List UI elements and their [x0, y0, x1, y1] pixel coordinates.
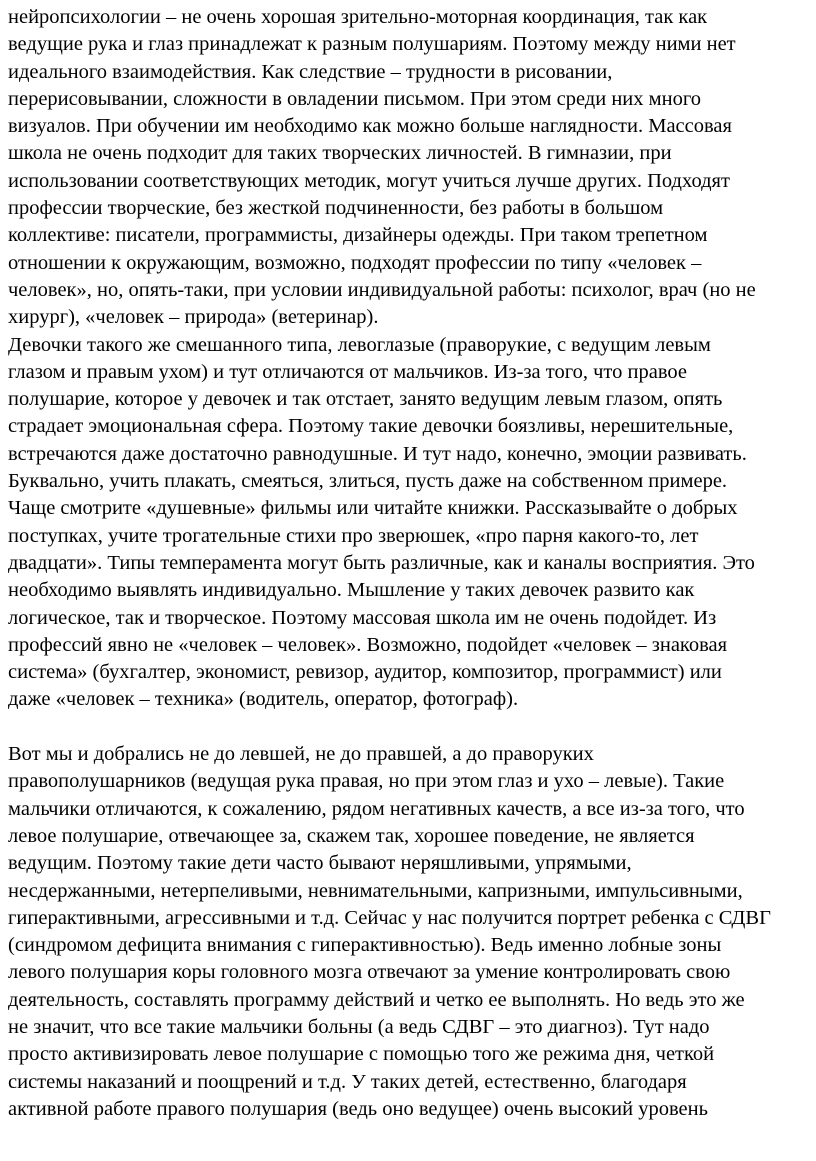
text-line: ведущим. Поэтому такие дети часто бывают неряшливыми, упрямыми,	[8, 852, 632, 875]
text-line: полушарие, которое у девочек и так отстает, занято ведущим левым глазом, опять	[8, 388, 723, 411]
text-line: страдает эмоциональная сфера. Поэтому такие девочки боязливы, нерешительные,	[8, 415, 734, 438]
text-line: ведущие рука и глаз принадлежат к разным полушариям. Поэтому между ними нет	[8, 33, 736, 56]
text-line: профессии творческие, без жесткой подчиненности, без работы в большом	[8, 197, 664, 220]
text-line: левое полушарие, отвечающее за, скажем так, хорошее поведение, не является	[8, 824, 695, 847]
paragraph-3	[8, 741, 808, 1123]
text-line: мальчики отличаются, к сожалению, рядом негативных качеств, а все из-за того, что	[8, 797, 745, 820]
paragraph-2	[8, 332, 808, 714]
text-line: перерисовывании, сложности в овладении письмом. При этом среди них много	[8, 87, 701, 110]
text-line: необходимо выявлять индивидуально. Мышление у таких девочек развито как	[8, 579, 695, 602]
text-line: активной работе правого полушария (ведь оно ведущее) очень высокий уровень	[8, 1097, 708, 1120]
text-line: Вот мы и добрались не до левшей, не до правшей, а до праворуких	[8, 743, 594, 766]
text-line: даже «человек – техника» (водитель, оператор, фотограф).	[8, 688, 519, 711]
text-line: (синдромом дефицита внимания с гиперактивностью). Ведь именно лобные зоны	[8, 934, 722, 957]
text-line: деятельность, составлять программу действий и четко ее выполнять. Но ведь это же	[8, 988, 745, 1011]
text-line: несдержанными, нетерпеливыми, невнимательными, капризными, импульсивными,	[8, 879, 743, 902]
text-line: встречаются даже достаточно равнодушные. И тут надо, конечно, эмоции развивать.	[8, 442, 747, 465]
text-line: использовании соответствующих методик, могут учиться лучше других. Подходят	[8, 169, 730, 192]
text-line: Чаще смотрите «душевные» фильмы или читайте книжки. Рассказывайте о добрых	[8, 497, 738, 520]
text-line: Буквально, учить плакать, смеяться, злиться, пусть даже на собственном примере.	[8, 470, 728, 493]
text-line: двадцати». Типы темперамента могут быть различные, как и каналы восприятия. Это	[8, 551, 755, 574]
text-line: глазом и правым ухом) и тут отличаются от мальчиков. Из-за того, что правое	[8, 360, 687, 383]
text-line: хирург), «человек – природа» (ветеринар).	[8, 306, 379, 329]
text-line: системы наказаний и поощрений и т.д. У таких детей, естественно, благодаря	[8, 1070, 687, 1093]
text-line: визуалов. При обучении им необходимо как можно больше наглядности. Массовая	[8, 115, 732, 138]
text-line: отношении к окружающим, возможно, подходят профессии по типу «человек –	[8, 251, 702, 274]
text-line: идеального взаимодействия. Как следствие – трудности в рисовании,	[8, 60, 613, 83]
text-line: система» (бухгалтер, экономист, ревизор, аудитор, композитор, программист) или	[8, 661, 722, 684]
document-text	[8, 4, 808, 1123]
text-line: человек», но, опять-таки, при условии индивидуальной работы: психолог, врач (но не	[8, 278, 756, 301]
text-line: Девочки такого же смешанного типа, левоглазые (праворукие, с ведущим левым	[8, 333, 711, 356]
paragraph-1	[8, 4, 808, 332]
text-line: школа не очень подходит для таких творческих личностей. В гимназии, при	[8, 142, 672, 165]
text-line: профессий явно не «человек – человек». Возможно, подойдет «человек – знаковая	[8, 633, 728, 656]
text-line: нейропсихологии – не очень хорошая зрительно-моторная координация, так как	[8, 6, 708, 28]
text-line: не значит, что все такие мальчики больны (а ведь СДВГ – это диагноз). Тут надо	[8, 1015, 710, 1038]
text-line: логическое, так и творческое. Поэтому массовая школа им не очень подойдет. Из	[8, 606, 717, 629]
text-line: гиперактивными, агрессивными и т.д. Сейчас у нас получится портрет ребенка с СДВГ	[8, 906, 771, 929]
text-line: просто активизировать левое полушарие с помощью того же режима дня, четкой	[8, 1043, 715, 1066]
text-line: коллективе: писатели, программисты, дизайнеры одежды. При таком трепетном	[8, 224, 708, 247]
paragraph-spacer	[8, 714, 808, 741]
text-line: правополушарников (ведущая рука правая, но при этом глаз и ухо – левые). Такие	[8, 770, 725, 793]
text-line: поступках, учите трогательные стихи про зверюшек, «про парня какого-то, лет	[8, 524, 699, 547]
text-line: левого полушария коры головного мозга отвечают за умение контролировать свою	[8, 961, 731, 984]
